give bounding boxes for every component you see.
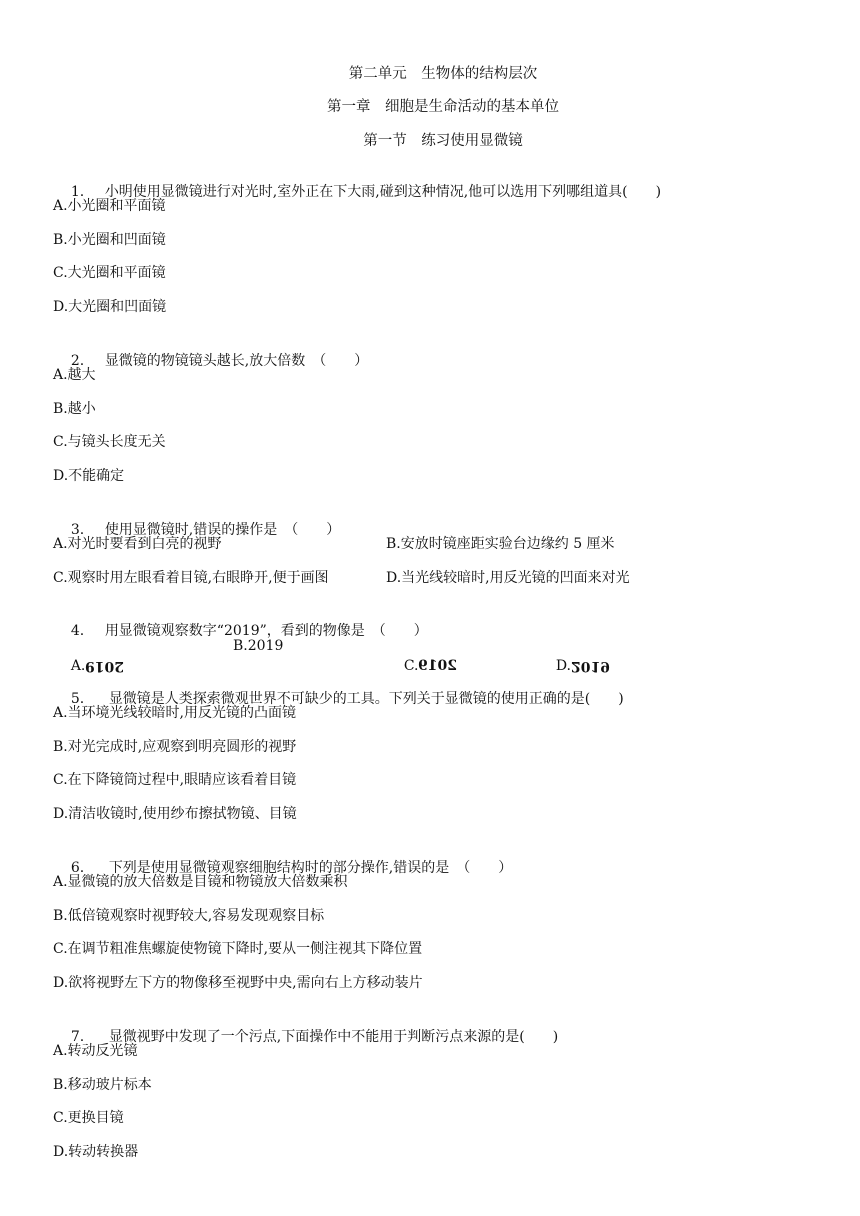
section-heading: 第一节 练习使用显微镜	[363, 133, 523, 149]
question-text: 显微镜是人类探索微观世界不可缺少的工具。下列关于显微镜的使用正确的是( )	[108, 691, 624, 707]
question-1-option-b: B.小光圈和凹面镜	[53, 232, 166, 248]
question-2-option-d: D.不能确定	[53, 468, 125, 484]
question-3-option-b: B.安放时镜座距实验台边缘约 5 厘米	[386, 536, 615, 552]
question-2-option-b: B.越小	[53, 401, 96, 417]
question-3-option-c: C.观察时用左眼看着目镜,右眼睁开,便于画图	[53, 570, 329, 586]
unit-heading: 第二单元 生物体的结构层次	[348, 66, 538, 82]
option-letter: A.	[70, 658, 86, 674]
question-5-option-a: A.当环境光线较暗时,用反光镜的凸面镜	[53, 705, 297, 721]
question-number: 3.	[70, 522, 85, 538]
question-7-option-c: C.更换目镜	[53, 1110, 124, 1126]
option-letter: C.	[403, 658, 419, 674]
question-1-option-c: C.大光圈和平面镜	[53, 265, 166, 281]
option-letter: D.	[555, 658, 571, 674]
question-3-option-a: A.对光时要看到白亮的视野	[53, 536, 222, 552]
question-5-option-d: D.清洁收镜时,使用纱布擦拭物镜、目镜	[53, 806, 297, 822]
question-6-option-c: C.在调节粗准焦螺旋使物镜下降时,要从一侧注视其下降位置	[53, 941, 423, 957]
question-number: 6.	[70, 860, 85, 876]
question-number: 1.	[70, 184, 85, 200]
question-text: 使用显微镜时,错误的操作是 （ ）	[104, 522, 341, 538]
question-number: 2.	[70, 353, 85, 369]
question-number: 4.	[70, 623, 85, 639]
question-number: 5.	[70, 691, 85, 707]
question-text: 下列是使用显微镜观察细胞结构时的部分操作,错误的是 （ ）	[108, 860, 513, 876]
question-6-option-d: D.欲将视野左下方的物像移至视野中央,需向右上方移动装片	[53, 975, 423, 991]
question-2-option-a: A.越大	[53, 367, 96, 383]
question-7-option-a: A.转动反光镜	[53, 1043, 138, 1059]
question-6-option-b: B.低倍镜观察时视野较大,容易发现观察目标	[53, 908, 325, 924]
question-text: 小明使用显微镜进行对光时,室外正在下大雨,碰到这种情况,他可以选用下列哪组道具( )	[104, 184, 662, 200]
flipped-number-image: 2019	[571, 658, 610, 674]
rotated-number-image: 2019	[85, 658, 125, 674]
question-7-option-b: B.移动玻片标本	[53, 1077, 152, 1093]
question-number: 7.	[70, 1029, 85, 1045]
question-5-option-c: C.在下降镜筒过程中,眼睛应该看着目镜	[53, 772, 297, 788]
question-5-option-b: B.对光完成时,应观察到明亮圆形的视野	[53, 739, 297, 755]
chapter-heading: 第一章 细胞是生命活动的基本单位	[327, 99, 559, 115]
question-4-option-b: B.2019	[233, 638, 284, 654]
question-2-stem	[53, 331, 368, 391]
question-text: 用显微镜观察数字“2019”，看到的物像是 （ ）	[104, 623, 428, 639]
question-1-option-a: A.小光圈和平面镜	[53, 198, 166, 214]
question-7-option-d: D.转动转换器	[53, 1144, 139, 1160]
question-1-option-d: D.大光圈和凹面镜	[53, 299, 167, 315]
question-3-option-d: D.当光线较暗时,用反光镜的凹面来对光	[386, 570, 630, 586]
question-6-option-a: A.显微镜的放大倍数是目镜和物镜放大倍数乘积	[53, 874, 348, 890]
question-2-option-c: C.与镜头长度无关	[53, 434, 166, 450]
question-text: 显微镜的物镜镜头越长,放大倍数 （ ）	[104, 353, 369, 369]
question-text: 显微视野中发现了一个污点,下面操作中不能用于判断污点来源的是( )	[108, 1029, 559, 1045]
mirrored-number-image: 2019	[418, 658, 458, 674]
